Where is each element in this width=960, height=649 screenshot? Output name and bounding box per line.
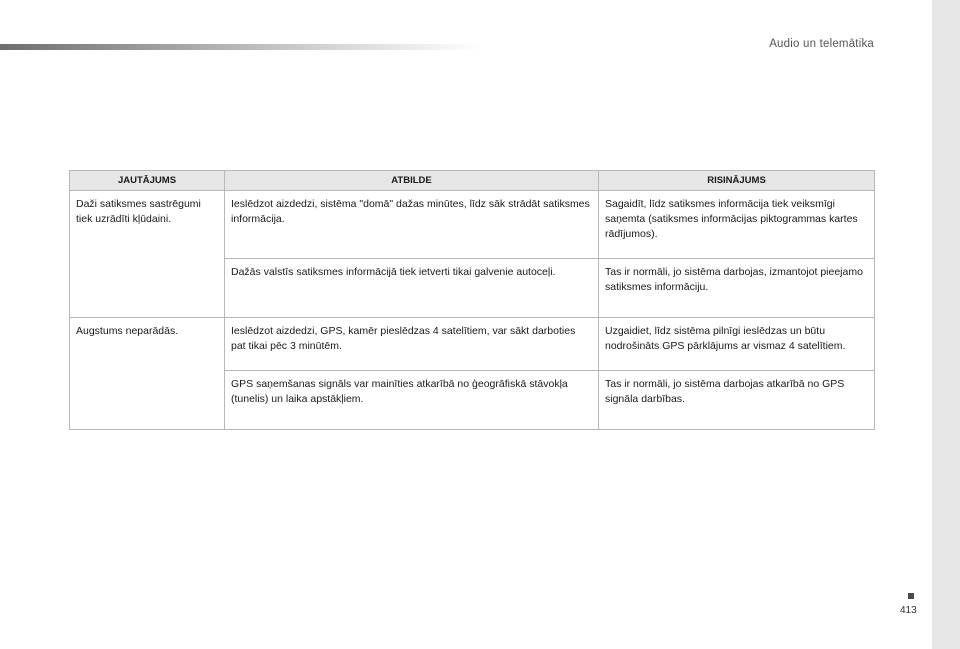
answer-cell: Ieslēdzot aizdedzi, GPS, kamēr pieslēdzas 4 satelītiem, var sākt darboties pat tikai pēc 3 minūtēm. xyxy=(225,318,599,371)
question-cell: Daži satiksmes sastrēgumi tiek uzrādīti kļūdaini. xyxy=(70,191,225,318)
column-header-solution: RISINĀJUMS xyxy=(599,171,875,191)
table-row xyxy=(70,191,875,259)
solution-cell: Tas ir normāli, jo sistēma darbojas atkarībā no GPS signāla darbības. xyxy=(599,371,875,430)
column-header-question: JAUTĀJUMS xyxy=(70,171,225,191)
page-side-strip xyxy=(932,0,960,649)
troubleshooting-table xyxy=(69,170,875,430)
page-number: 413 xyxy=(900,605,917,616)
table-header-row xyxy=(70,171,875,191)
solution-cell: Uzgaidiet, līdz sistēma pilnīgi ieslēdzas un būtu nodrošināts GPS pārklājums ar vismaz 4 satelītiem. xyxy=(599,318,875,371)
header-gradient-bar xyxy=(0,44,480,50)
solution-cell: Tas ir normāli, jo sistēma darbojas, izmantojot pieejamo satiksmes informāciju. xyxy=(599,259,875,318)
answer-cell: Ieslēdzot aizdedzi, sistēma "domā" dažas minūtes, līdz sāk strādāt satiksmes informācija. xyxy=(225,191,599,259)
answer-cell: GPS saņemšanas signāls var mainīties atkarībā no ģeogrāfiskā stāvokļa (tunelis) un laika apstākļiem. xyxy=(225,371,599,430)
question-cell: Augstums neparādās. xyxy=(70,318,225,430)
solution-cell: Sagaidīt, līdz satiksmes informācija tiek veiksmīgi saņemta (satiksmes informācijas piktogrammas kartes rādījumos). xyxy=(599,191,875,259)
table-row xyxy=(70,318,875,371)
section-title: Audio un telemātika xyxy=(769,38,874,50)
page-marker-square xyxy=(908,593,914,599)
answer-cell: Dažās valstīs satiksmes informācijā tiek ietverti tikai galvenie autoceļi. xyxy=(225,259,599,318)
column-header-answer: ATBILDE xyxy=(225,171,599,191)
